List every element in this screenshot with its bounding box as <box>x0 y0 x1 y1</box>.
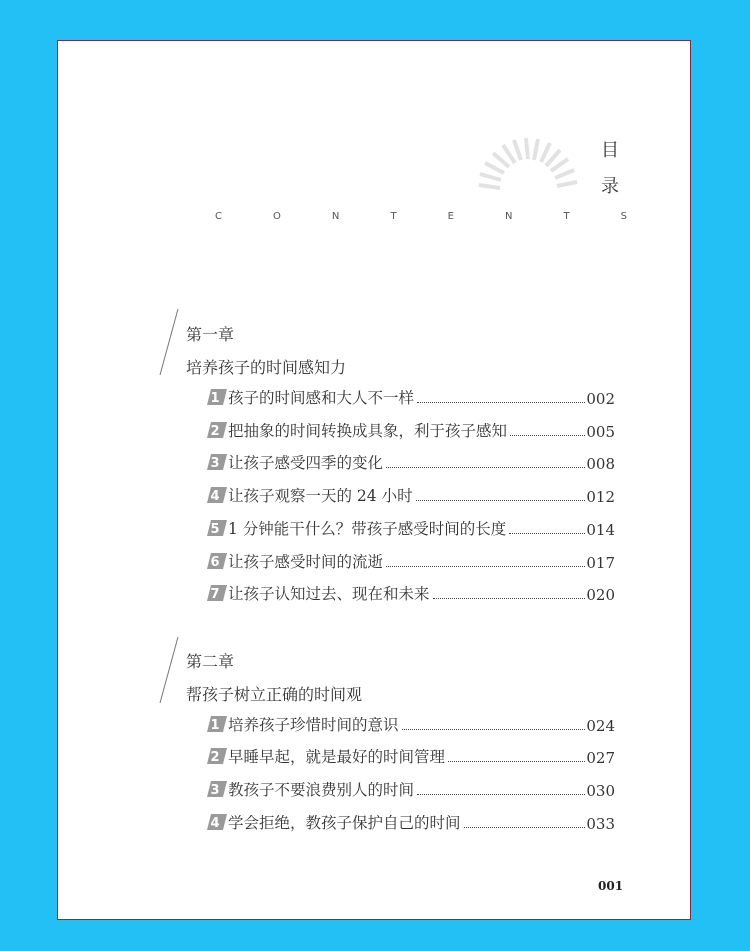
leader-dots <box>510 434 585 436</box>
toc-entry[interactable] <box>207 384 615 408</box>
entry-title: 让孩子感受四季的变化 <box>228 454 384 472</box>
leader-dots <box>386 466 585 468</box>
entry-page-number: 024 <box>586 717 615 735</box>
svg-text:4: 4 <box>210 816 220 830</box>
leader-dots <box>417 401 585 403</box>
number-badge-icon <box>207 748 227 764</box>
number-badge-icon <box>207 716 227 732</box>
leader-dots <box>509 532 585 534</box>
entry-page-number: 020 <box>586 586 615 604</box>
svg-text:3: 3 <box>210 456 220 470</box>
sunburst-decoration <box>470 133 590 197</box>
entry-title: 学会拒绝，教孩子保护自己的时间 <box>228 814 461 832</box>
entry-title: 教孩子不要浪费别人的时间 <box>228 781 415 799</box>
chapter-number: 第二章 <box>186 652 235 671</box>
toc-entry[interactable] <box>207 711 615 735</box>
svg-text:5: 5 <box>210 522 220 536</box>
number-badge-icon <box>207 454 227 470</box>
slash-decoration <box>158 309 180 375</box>
svg-text:6: 6 <box>210 555 220 569</box>
leader-dots <box>448 760 585 762</box>
leader-dots <box>386 565 585 567</box>
toc-heading <box>599 133 621 205</box>
leader-dots <box>464 826 586 828</box>
toc-entry[interactable] <box>207 580 615 604</box>
contents-label <box>215 211 627 222</box>
entry-page-number: 002 <box>586 390 615 408</box>
entry-title: 让孩子观察一天的 24 小时 <box>228 487 413 505</box>
contents-letter: S <box>620 211 627 222</box>
number-badge-icon <box>207 389 227 405</box>
entry-page-number: 012 <box>586 488 615 506</box>
entry-title: 1 分钟能干什么？带孩子感受时间的长度 <box>228 520 507 538</box>
contents-letter: N <box>504 211 513 222</box>
toc-entry[interactable] <box>207 449 615 473</box>
leader-dots <box>416 499 586 501</box>
chapter-title: 培养孩子的时间感知力 <box>186 358 347 377</box>
entry-title: 孩子的时间感和大人不一样 <box>228 389 415 407</box>
entry-page-number: 017 <box>586 554 615 572</box>
entry-page-number: 008 <box>586 455 615 473</box>
svg-text:4: 4 <box>210 489 220 503</box>
toc-entry[interactable] <box>207 743 615 767</box>
entry-page-number: 033 <box>586 815 615 833</box>
leader-dots <box>402 728 586 730</box>
svg-text:2: 2 <box>210 424 220 438</box>
entry-title: 让孩子认知过去、现在和未来 <box>228 585 430 603</box>
entry-page-number: 027 <box>586 749 615 767</box>
page-folio: 001 <box>598 879 624 893</box>
toc-entry[interactable] <box>207 809 615 833</box>
svg-text:2: 2 <box>210 750 220 764</box>
book-page <box>57 40 691 920</box>
number-badge-icon <box>207 781 227 797</box>
entry-page-number: 014 <box>586 521 615 539</box>
entry-title: 让孩子感受时间的流逝 <box>228 553 384 571</box>
entry-title: 早睡早起，就是最好的时间管理 <box>228 748 446 766</box>
slash-decoration <box>158 637 180 703</box>
toc-entry[interactable] <box>207 548 615 572</box>
svg-text:7: 7 <box>210 587 220 601</box>
number-badge-icon <box>207 585 227 601</box>
contents-letter: C <box>215 211 222 222</box>
toc-entry[interactable] <box>207 515 615 539</box>
leader-dots <box>433 597 586 599</box>
contents-letter: N <box>331 211 340 222</box>
number-badge-icon <box>207 814 227 830</box>
contents-letter: T <box>563 211 570 222</box>
toc-entry[interactable] <box>207 776 615 800</box>
leader-dots <box>417 793 585 795</box>
entry-page-number: 005 <box>586 423 615 441</box>
number-badge-icon <box>207 520 227 536</box>
number-badge-icon <box>207 553 227 569</box>
toc-entry[interactable] <box>207 417 615 441</box>
number-badge-icon <box>207 422 227 438</box>
number-badge-icon <box>207 487 227 503</box>
entry-title: 把抽象的时间转换成具象，利于孩子感知 <box>228 422 508 440</box>
contents-letter: O <box>273 211 281 222</box>
svg-text:1: 1 <box>210 391 220 405</box>
svg-text:1: 1 <box>210 718 220 732</box>
toc-heading-char: 目 <box>601 140 619 161</box>
toc-entry[interactable] <box>207 482 615 506</box>
entry-title: 培养孩子珍惜时间的意识 <box>228 716 399 734</box>
entry-page-number: 030 <box>586 782 615 800</box>
chapter-number: 第一章 <box>186 325 235 344</box>
toc-heading-char: 录 <box>601 176 619 197</box>
contents-letter: T <box>390 211 397 222</box>
chapter-title: 帮孩子树立正确的时间观 <box>186 685 363 704</box>
contents-letter: E <box>447 211 454 222</box>
svg-text:3: 3 <box>210 783 220 797</box>
